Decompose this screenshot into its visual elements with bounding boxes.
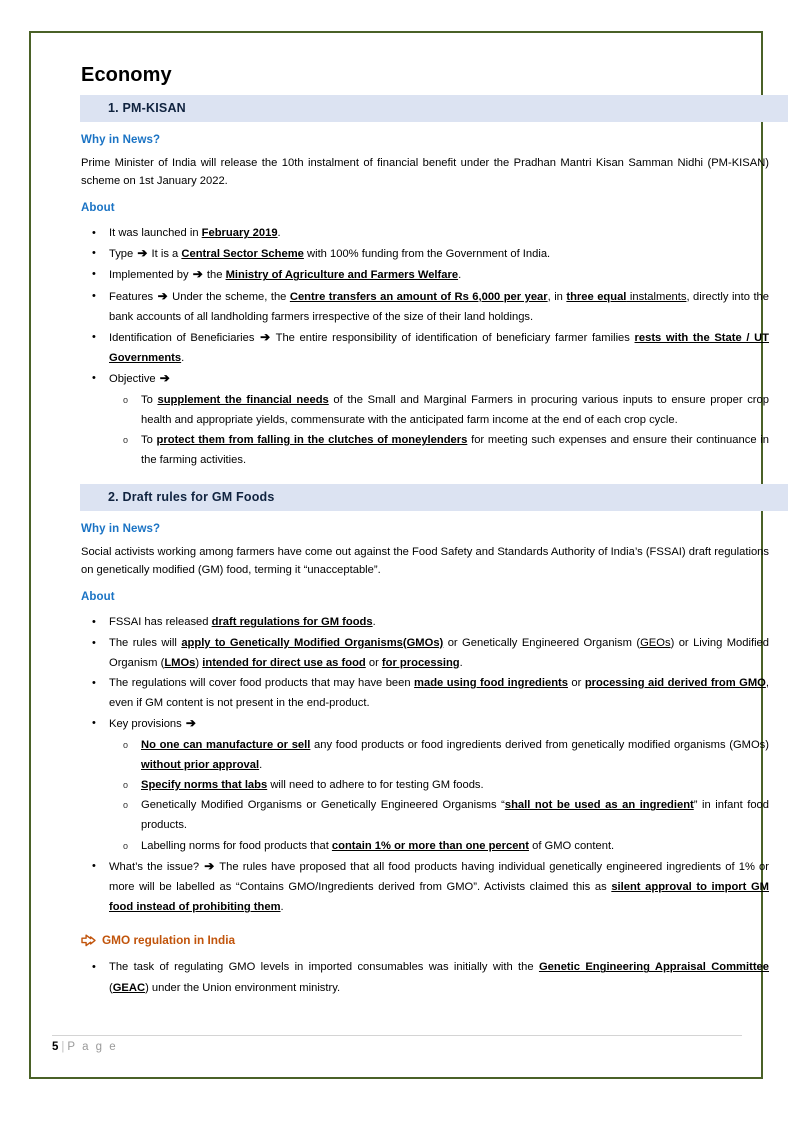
list-item (81, 368, 769, 389)
pointing-hand-icon (81, 934, 96, 947)
list-item (81, 713, 769, 734)
text-emphasis: draft regulations for GM foods (211, 616, 373, 629)
text-pre: Key provisions (109, 718, 185, 731)
text-pre: The regulations will cover food products that may have been (109, 677, 415, 690)
text-pre: What’s the issue? (109, 860, 204, 873)
text-mid: The rules have proposed that all food products having individual genetically engineered ingredients of 1% or more will be labelled as “Contains GMO/Ingredients derived from GMO”. Activists claimed this as (109, 860, 769, 894)
text-post: of GMO content. (528, 839, 615, 852)
section-header-pm-kisan: 1. PM-KISAN (80, 95, 788, 122)
text-underline-geos: GEOs (640, 636, 671, 649)
text-mid: Under the scheme, the (168, 290, 290, 303)
arrow-icon: ➔ (157, 288, 168, 303)
text-underline-plain: instalments (626, 290, 687, 303)
list-item (111, 390, 769, 430)
text-emphasis: rests with the State / UT Governments (109, 332, 769, 365)
issue-list (81, 856, 769, 918)
text-post: ) under the Union environment ministry. (145, 981, 341, 994)
arrow-icon: ➔ (260, 330, 271, 345)
text-emphasis: made using food ingredients (414, 677, 568, 690)
text-mid2: or Genetically Engineered Organism ( (443, 636, 641, 649)
text-pre: Features (109, 290, 157, 303)
text-mid: any food products or food ingredients derived from genetically modified organisms (GMOs) (310, 738, 769, 751)
text-mid: the (203, 269, 226, 282)
bullet-glyph: • (92, 268, 96, 281)
footer-page-number: 5 (52, 1041, 59, 1053)
arrow-icon: ➔ (204, 858, 215, 873)
text-emphasis: Centre transfers an amount of Rs 6,000 per year (289, 290, 548, 303)
text-emphasis: silent approval to import GM food instead of prohibiting them (109, 881, 769, 914)
why-in-news-heading-1: Why in News? (81, 134, 161, 146)
text-post: . (277, 227, 281, 239)
list-item (111, 795, 769, 835)
text-post: . (259, 758, 263, 771)
sub-bullet-glyph: o (123, 394, 129, 405)
list-item (81, 633, 769, 673)
sub-bullet-glyph: o (123, 739, 129, 750)
text-mid: will need to adhere to for testing GM foods. (267, 779, 484, 792)
text-mid2: , in (547, 290, 567, 303)
footer-page-word: P a g e (67, 1041, 118, 1053)
list-item (111, 775, 769, 795)
text-post: . (459, 656, 463, 669)
text-mid: It is a (148, 248, 182, 261)
gmo-regulation-heading (81, 933, 739, 947)
text-post: . (372, 616, 376, 629)
list-item (81, 856, 769, 918)
list-item (81, 957, 769, 997)
list-item (111, 430, 769, 470)
text-post: for meeting such expenses and ensure their continuance in the farming activities. (141, 434, 769, 467)
why-in-news-heading-2: Why in News? (81, 523, 161, 536)
text-emphasis: Central Sector Scheme (181, 248, 304, 261)
text-post: , even if GM content is not present in the end-product. (109, 677, 769, 710)
footer-divider (52, 1035, 742, 1036)
text-emphasis-2: processing aid derived from GMO (584, 677, 766, 690)
sub-bullet-glyph: o (123, 840, 129, 851)
arrow-icon: ➔ (185, 716, 196, 731)
list-item (81, 286, 769, 327)
section-header-gm-foods: 2. Draft rules for GM Foods (80, 484, 788, 511)
text-mid4: ) (195, 656, 203, 669)
bullet-glyph: • (92, 636, 96, 649)
text-pre: Implemented by (109, 269, 192, 282)
bullet-glyph: • (92, 961, 96, 974)
text-post: . (181, 352, 185, 365)
sub-bullet-glyph: o (123, 435, 129, 446)
text-post: of the Small and Marginal Farmers in procuring various inputs to ensure proper crop health and appropriate yields, commensurate with the anticipated farm income at the end of each crop cycle. (141, 393, 769, 426)
text-post: , directly into the bank accounts of all landholding farmers irrespective of the size of their land holdings. (109, 290, 769, 323)
text-mid: The entire responsibility of identification of beneficiary farmer families (271, 332, 635, 345)
list-item (81, 612, 769, 632)
text-pre: Identification of Beneficiaries (109, 332, 260, 345)
page-footer (52, 1041, 118, 1053)
text-emphasis: protect them from falling in the clutches of moneylenders (156, 434, 468, 447)
about-heading-1: About (81, 202, 115, 214)
bullet-glyph: • (92, 289, 96, 302)
footer-separator: | (61, 1041, 65, 1053)
about-heading-2: About (81, 591, 115, 604)
text-mid2: or (567, 677, 585, 690)
bullet-glyph: • (92, 227, 96, 239)
arrow-icon: ➔ (137, 246, 148, 261)
text-emphasis-lmos: LMOs (164, 656, 196, 669)
objective-sublist-wrapper (81, 390, 769, 471)
text-emphasis: shall not be used as an ingredient (504, 799, 694, 812)
text-emphasis: contain 1% or more than one percent (331, 839, 529, 852)
text-emphasis-2: without prior approval (141, 758, 260, 771)
text-pre: It was launched in (109, 227, 202, 239)
bullet-glyph: • (92, 331, 96, 344)
list-item (81, 673, 769, 713)
arrow-icon: ➔ (159, 371, 170, 386)
text-pre: Objective (109, 373, 159, 386)
about-list-2 (81, 612, 769, 734)
text-emphasis-first: No one can manufacture or sell (141, 738, 311, 751)
text-pre: To (141, 434, 157, 447)
sub-bullet-glyph: o (123, 800, 129, 811)
key-provisions-sublist (111, 735, 769, 856)
objective-sublist (111, 390, 769, 471)
arrow-icon: ➔ (192, 267, 203, 282)
text-pre: The rules will (109, 636, 182, 649)
text-pre: The task of regulating GMO levels in imported consumables was initially with the (109, 961, 539, 974)
text-pre: FSSAI has released (109, 616, 212, 629)
text-post: . (280, 901, 284, 914)
list-item (81, 243, 769, 264)
page-title: Economy (81, 64, 172, 86)
page-content (55, 26, 770, 998)
gmo-regulation-label: GMO regulation in India (102, 933, 236, 948)
key-provisions-sublist-wrapper (81, 735, 769, 856)
text-post: . (458, 269, 462, 282)
bullet-glyph: • (92, 372, 96, 385)
about-list-1 (81, 223, 769, 390)
text-emphasis-2: three equal (566, 290, 627, 303)
text-pre: Labelling norms for food products that (141, 839, 332, 852)
text-mid5: or (365, 656, 382, 669)
text-post: ” in infant food products. (141, 799, 769, 832)
sub-bullet-glyph: o (123, 780, 129, 791)
text-mid3: ) or Living Modified Organism ( (109, 636, 769, 669)
why-in-news-paragraph-1: Prime Minister of India will release the 10th instalment of financial benefit under the Pradhan Mantri Kisan Samman Nidhi (PM-KISAN) scheme on 1st January 2022. (81, 157, 769, 187)
bullet-glyph: • (92, 677, 96, 690)
text-pre: Type (109, 248, 137, 261)
text-emphasis-processing: for processing (381, 656, 460, 669)
text-pre: To (141, 393, 158, 406)
list-item (81, 327, 769, 368)
list-item (81, 264, 769, 285)
text-pre: Genetically Modified Organisms or Genetically Engineered Organisms “ (141, 799, 505, 812)
list-item (81, 223, 769, 243)
gmo-regulation-list (81, 957, 770, 997)
text-emphasis-2: GEAC (112, 981, 146, 994)
text-emphasis: apply to Genetically Modified Organisms(GMOs) (181, 636, 444, 649)
text-emphasis: Genetic Engineering Appraisal Committee (538, 961, 770, 974)
bullet-glyph: • (92, 247, 96, 260)
text-emphasis-direct-use: intended for direct use as food (202, 656, 366, 669)
why-in-news-paragraph-2: Social activists working among farmers have come out against the Food Safety and Standards Authority of India’s (FSSAI) draft regulations on genetically modified (GM) food, terming it “unacceptable”. (81, 546, 769, 576)
list-item (111, 836, 769, 856)
text-emphasis: supplement the financial needs (157, 393, 329, 406)
text-post: with 100% funding from the Government of India. (303, 248, 551, 261)
list-item (111, 735, 769, 775)
bullet-glyph: • (92, 859, 96, 872)
text-emphasis-first: Specify norms that labs (141, 779, 268, 792)
text-emphasis: Ministry of Agriculture and Farmers Welfare (225, 269, 459, 282)
text-mid2: ( (109, 981, 113, 994)
text-emphasis: February 2019 (201, 227, 278, 239)
bullet-glyph: • (92, 616, 96, 629)
bullet-glyph: • (92, 717, 96, 730)
